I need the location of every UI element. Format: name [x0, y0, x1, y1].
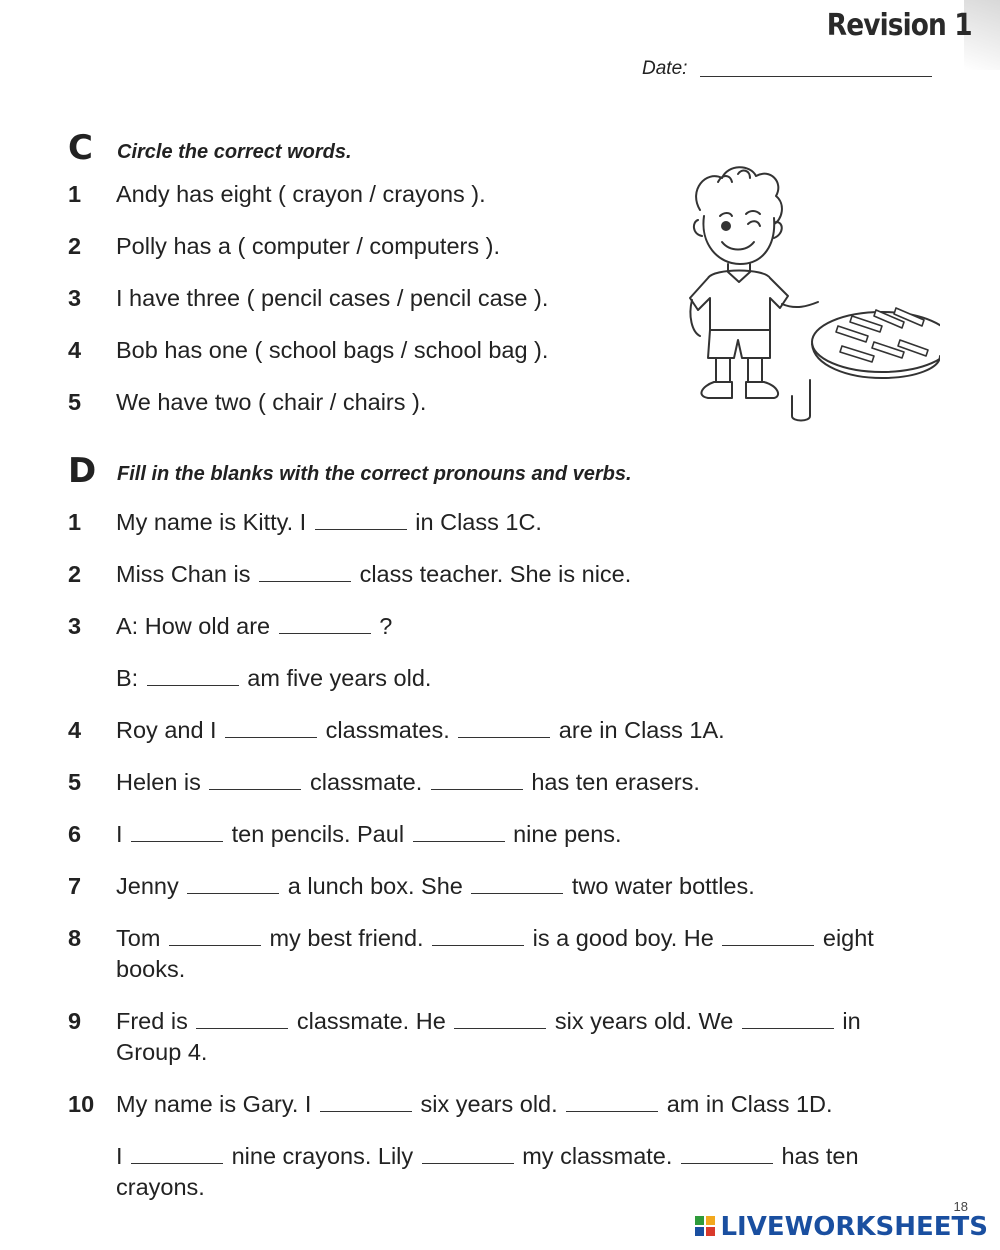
list-item: [68, 925, 874, 952]
item-text: Andy has eight ( crayon / crayons ).: [116, 181, 486, 207]
answer-blank[interactable]: [147, 667, 239, 686]
item-text: has ten: [781, 1143, 859, 1169]
item-text: A: How old are: [116, 613, 271, 639]
list-item: [68, 561, 631, 588]
date-label: Date:: [642, 58, 688, 79]
item-text: my classmate.: [522, 1143, 673, 1169]
item-text: my best friend.: [269, 925, 424, 951]
item-number: 8: [68, 925, 82, 951]
item-text: My name is Gary. I: [116, 1091, 312, 1117]
item-text: I have three ( pencil cases / pencil case ).: [116, 285, 549, 311]
list-item: [68, 1091, 833, 1118]
item-number: 4: [68, 717, 82, 743]
date-blank[interactable]: [700, 76, 932, 77]
answer-blank[interactable]: [187, 875, 279, 894]
answer-blank[interactable]: [225, 719, 317, 738]
item-number: 2: [68, 561, 82, 587]
answer-blank[interactable]: [169, 927, 261, 946]
page-number: 18: [953, 1199, 968, 1214]
answer-blank[interactable]: [259, 563, 351, 582]
answer-blank[interactable]: [279, 615, 371, 634]
item-text: My name is Kitty. I: [116, 509, 307, 535]
item-text-continued: crayons.: [116, 1174, 205, 1200]
answer-blank[interactable]: [422, 1145, 514, 1164]
item-text: Jenny: [116, 873, 179, 899]
item-number: 9: [68, 1008, 82, 1034]
list-item: [68, 665, 431, 692]
item-text: ten pencils. Paul: [231, 821, 405, 847]
item-number: 6: [68, 821, 82, 847]
list-item: [68, 769, 700, 796]
answer-blank[interactable]: [131, 823, 223, 842]
item-number: 5: [68, 389, 82, 415]
item-text: eight: [822, 925, 874, 951]
answer-blank[interactable]: [131, 1145, 223, 1164]
answer-blank[interactable]: [681, 1145, 773, 1164]
section-d-letter: D: [68, 451, 97, 491]
answer-blank[interactable]: [742, 1010, 834, 1029]
logo-text: LIVEWORKSHEETS: [720, 1212, 988, 1242]
item-number: 10: [68, 1091, 95, 1117]
item-text: are in Class 1A.: [558, 717, 725, 743]
answer-blank[interactable]: [432, 927, 524, 946]
item-text: Roy and I: [116, 717, 217, 743]
item-text: classmates.: [325, 717, 450, 743]
section-d-instruction: Fill in the blanks with the correct pronouns and verbs.: [117, 463, 632, 485]
answer-blank[interactable]: [431, 771, 523, 790]
item-text: six years old.: [420, 1091, 558, 1117]
item-text: is a good boy. He: [532, 925, 714, 951]
item-number: 7: [68, 873, 82, 899]
list-item[interactable]: [68, 389, 426, 416]
answer-blank[interactable]: [458, 719, 550, 738]
item-number: 1: [68, 181, 82, 207]
item-text: nine crayons. Lily: [231, 1143, 414, 1169]
item-text: am in Class 1D.: [666, 1091, 833, 1117]
list-item[interactable]: [68, 233, 500, 260]
item-number: 1: [68, 509, 82, 535]
item-text: Polly has a ( computer / computers ).: [116, 233, 500, 259]
answer-blank[interactable]: [566, 1093, 658, 1112]
item-text: in Class 1C.: [415, 509, 542, 535]
answer-blank[interactable]: [413, 823, 505, 842]
list-item[interactable]: [68, 181, 486, 208]
list-item: [68, 821, 622, 848]
item-number: 2: [68, 233, 82, 259]
item-text: I: [116, 1143, 123, 1169]
list-item: [68, 717, 725, 744]
item-number: 3: [68, 613, 82, 639]
item-text: Bob has one ( school bags / school bag ).: [116, 337, 549, 363]
list-item: [68, 509, 542, 536]
item-text: six years old. We: [554, 1008, 734, 1034]
item-text: B:: [116, 665, 139, 691]
item-text: am five years old.: [247, 665, 432, 691]
item-text: ?: [379, 613, 393, 639]
answer-blank[interactable]: [722, 927, 814, 946]
item-text: We have two ( chair / chairs ).: [116, 389, 427, 415]
item-text-continued: books.: [116, 956, 186, 982]
worksheet-title: Revision 1: [827, 8, 972, 43]
item-number: 3: [68, 285, 82, 311]
liveworksheets-logo[interactable]: [694, 1212, 988, 1242]
answer-blank[interactable]: [196, 1010, 288, 1029]
section-c-instruction: Circle the correct words.: [117, 141, 352, 163]
answer-blank[interactable]: [209, 771, 301, 790]
item-text: a lunch box. She: [287, 873, 463, 899]
item-text: classmate.: [309, 769, 423, 795]
item-number: 4: [68, 337, 82, 363]
item-text: Tom: [116, 925, 161, 951]
section-c-letter: C: [68, 128, 93, 168]
item-text: two water bottles.: [571, 873, 755, 899]
answer-blank[interactable]: [471, 875, 563, 894]
item-text-continued: Group 4.: [116, 1039, 208, 1065]
item-text: Miss Chan is: [116, 561, 251, 587]
item-text: I: [116, 821, 123, 847]
list-item: [68, 1143, 859, 1170]
item-text: Helen is: [116, 769, 201, 795]
item-text: has ten erasers.: [531, 769, 700, 795]
list-item: [68, 873, 755, 900]
list-item[interactable]: [68, 285, 548, 312]
liveworksheets-icon: [694, 1215, 716, 1237]
list-item[interactable]: [68, 337, 548, 364]
boy-with-crayons-illustration: [678, 160, 940, 422]
answer-blank[interactable]: [315, 511, 407, 530]
list-item: [68, 613, 392, 640]
item-text: nine pens.: [513, 821, 622, 847]
item-number: 5: [68, 769, 82, 795]
list-item: [68, 1008, 861, 1035]
item-text: classmate. He: [296, 1008, 446, 1034]
item-text: class teacher. She is nice.: [359, 561, 632, 587]
item-text: in: [842, 1008, 861, 1034]
answer-blank[interactable]: [320, 1093, 412, 1112]
item-text: Fred is: [116, 1008, 188, 1034]
answer-blank[interactable]: [454, 1010, 546, 1029]
